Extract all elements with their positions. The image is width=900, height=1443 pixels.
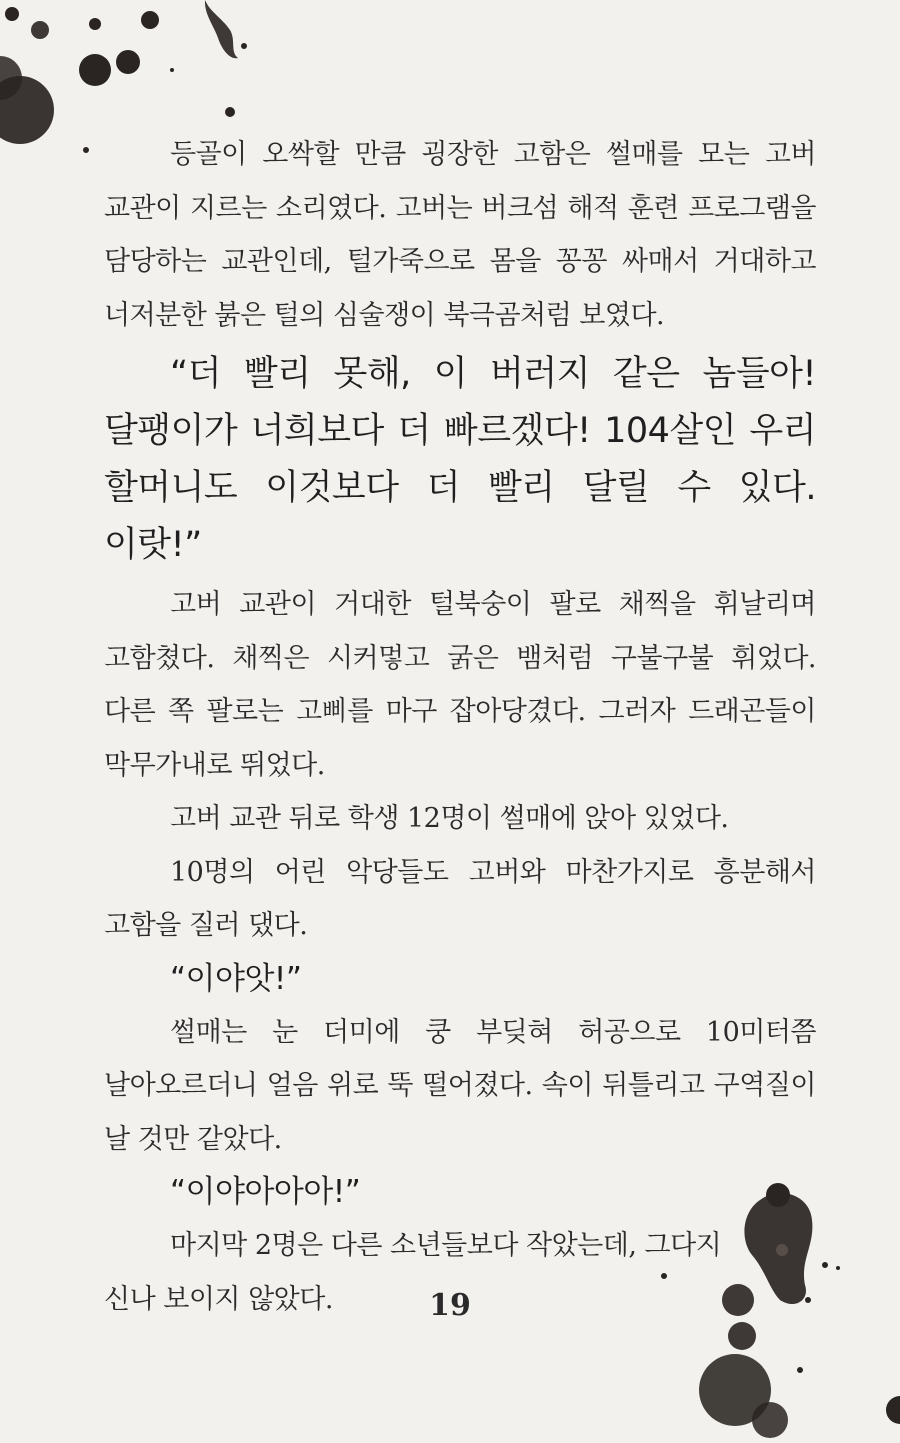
paragraph: 10명의 어린 악당들도 고버와 마찬가지로 흥분해서 고함을 질러 댔다.: [104, 856, 816, 941]
paragraph: 고버 교관이 거대한 털북숭이 팔로 채찍을 휘날리며 고함쳤다. 채찍은 시커멓고 굵은 뱀처럼 구불구불 휘었다. 다른 쪽 팔로는 고삐를 마구 잡아당겼다. 그러자 드래곤들이 막무가내로 뛰었다.: [104, 589, 816, 781]
dialogue-paragraph: “이야아아아!”: [170, 1174, 361, 1210]
paragraph-continuation: 신나 보이지 않았다.: [104, 1283, 333, 1315]
paragraph: 등골이 오싹할 만큼 굉장한 고함은 썰매를 모는 고버 교관이 지르는 소리였다. 고버는 버크섬 해적 훈련 프로그램을 담당하는 교관인데, 털가죽으로 몸을 꽁꽁 싸매서 거대하고 너저분한 붉은 털의 심술쟁이 북극곰처럼 보였다.: [104, 139, 816, 331]
paragraph: 마지막 2명은 다른 소년들보다 작았는데, 그다지: [170, 1230, 722, 1261]
body-text: [104, 128, 816, 1326]
dialogue-paragraph: “더 빨리 못해, 이 버러지 같은 놈들아! 달팽이가 너희보다 더 빠르겠다! 104살인 우리 할머니도 이것보다 더 빨리 달릴 수 있다. 이랏!”: [104, 354, 816, 565]
page-number: 19: [429, 1288, 471, 1323]
paragraph: 썰매는 눈 더미에 쿵 부딪혀 허공으로 10미터쯤 날아오르더니 얼음 위로 뚝 떨어졌다. 속이 뒤틀리고 구역질이 날 것만 같았다.: [104, 1016, 816, 1155]
dialogue-paragraph: “이야앗!”: [170, 960, 302, 997]
paragraph: 고버 교관 뒤로 학생 12명이 썰매에 앉아 있었다.: [170, 803, 729, 834]
